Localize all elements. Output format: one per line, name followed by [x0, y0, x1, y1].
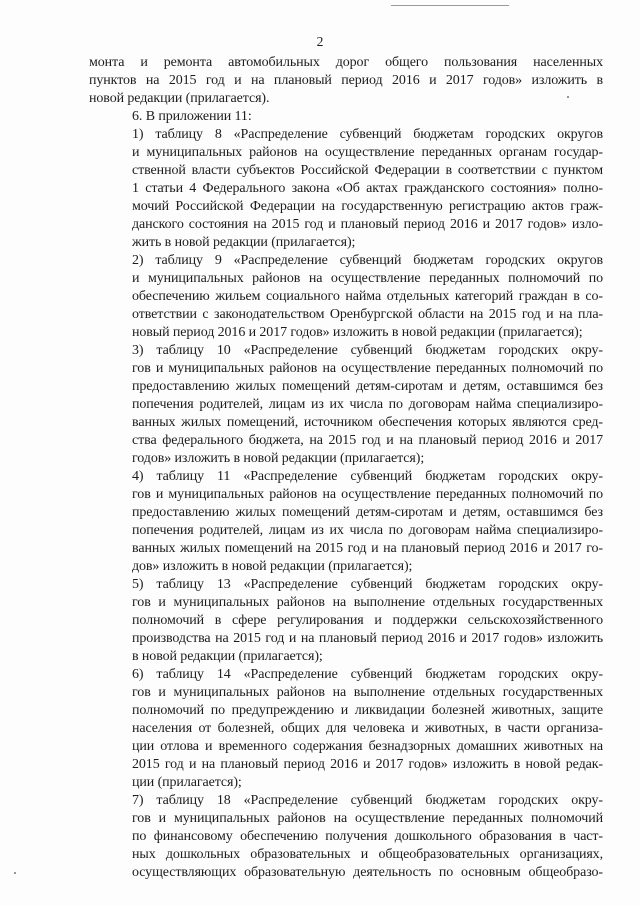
- text-line: 6) таблицу 14 «Распределение субвенций бюджетам городских окру-: [132, 667, 603, 682]
- paragraph-table-11: [89, 468, 603, 576]
- text-line: предоставлению жилых помещений детям-сиротам и детям, оставшимся без: [132, 379, 603, 394]
- text-line: производства на 2015 год и на плановый период 2016 и 2017 годов» изложить: [132, 631, 603, 646]
- text-line: 2) таблицу 9 «Распределение субвенций бюджетам городских округов: [132, 253, 603, 268]
- text-line: ных дошкольных образовательных и общеобразовательных организациях,: [132, 847, 603, 862]
- text-line: гов и муниципальных районов на выполнение отдельных государственных: [132, 595, 603, 610]
- text-line: полномочий в сфере регулирования и поддержки сельскохозяйственного: [132, 613, 603, 628]
- paragraph-table-8: [89, 126, 603, 252]
- paragraph-table-18: [89, 792, 603, 882]
- paragraph-table-9: [89, 252, 603, 342]
- paragraph-item-6: [89, 108, 603, 126]
- text-line: ответствии с законодательством Оренбургской области на 2015 год и на пла-: [132, 307, 603, 322]
- text-line: новой редакции (прилагается).: [89, 91, 270, 106]
- text-line: попечения родителей, лицам из их числа по договорам найма специализиро-: [132, 523, 603, 538]
- text-line: 5) таблицу 13 «Распределение субвенций бюджетам городских окру-: [132, 577, 603, 592]
- page-number: 2: [316, 34, 324, 49]
- text-line: 3) таблицу 10 «Распределение субвенций бюджетам городских окру-: [132, 343, 603, 358]
- text-line: 1 статьи 4 Федерального закона «Об актах гражданского состояния» полно-: [132, 181, 603, 196]
- text-line: монта и ремонта автомобильных дорог общего пользования населенных: [89, 55, 603, 70]
- paragraph-continuation: [89, 54, 603, 108]
- paragraph-table-13: [89, 576, 603, 666]
- text-line: ванных жилых помещений, источником обеспечения которых являются сред-: [132, 415, 603, 430]
- text-line: годов» изложить в новой редакции (прилагается);: [132, 451, 425, 466]
- text-line: гов и муниципальных районов на осуществление переданных полномочий по: [132, 487, 603, 502]
- text-line: гов и муниципальных районов на выполнение отдельных государственных: [132, 685, 603, 700]
- text-line: 1) таблицу 8 «Распределение субвенций бюджетам городских округов: [132, 127, 603, 142]
- text-line: по финансовому обеспечению получения дошкольного образования в част-: [132, 829, 603, 844]
- text-line: дов» изложить в новой редакции (прилагается);: [132, 559, 413, 574]
- text-line: и муниципальных районов на осуществление переданных полномочий по: [132, 271, 603, 286]
- text-line: 6. В приложении 11:: [132, 109, 252, 124]
- text-line: обеспечению жильем социального найма отдельных категорий граждан в со-: [132, 289, 603, 304]
- text-line: гов и муниципальных районов на осуществление переданных полномочий: [132, 811, 603, 826]
- text-line: и муниципальных районов на осуществление переданных органам государ-: [132, 145, 603, 160]
- text-line: ства федерального бюджета, на 2015 год и на плановый период 2016 и 2017: [132, 433, 603, 448]
- text-line: ственной власти субъектов Российской Федерации в соответствии с пунктом: [132, 163, 603, 178]
- paragraph-table-14: [89, 666, 603, 792]
- text-line: ванных жилых помещений на 2015 год и на плановый период 2016 и 2017 го-: [132, 541, 603, 556]
- text-line: в новой редакции (прилагается);: [132, 649, 323, 664]
- text-line: данского состояния на 2015 год и плановый период 2016 и 2017 годов» изло-: [132, 217, 603, 232]
- top-edge-line: [391, 5, 509, 6]
- scan-speck: [14, 872, 16, 874]
- paragraph-table-10: [89, 342, 603, 468]
- text-line: предоставлению жилых помещений детям-сиротам и детям, оставшимся без: [132, 505, 603, 520]
- text-line: 4) таблицу 11 «Распределение субвенций бюджетам городских окру-: [132, 469, 603, 484]
- text-line: 7) таблицу 18 «Распределение субвенций бюджетам городских окру-: [132, 793, 603, 808]
- text-line: жить в новой редакции (прилагается);: [132, 235, 356, 250]
- text-line: населения от болезней, общих для человека и животных, в части организа-: [132, 721, 603, 736]
- text-line: полномочий по предупреждению и ликвидации болезней животных, защите: [132, 703, 603, 718]
- text-line: 2015 год и на плановый период 2016 и 2017 годов» изложить в новой редак-: [132, 757, 603, 772]
- text-line: гов и муниципальных районов на осуществление переданных полномочий по: [132, 361, 603, 376]
- document-body: [89, 54, 603, 882]
- text-line: осуществляющих образовательную деятельность по основным общеобразо-: [132, 865, 603, 880]
- scan-speck: [567, 96, 569, 98]
- text-line: попечения родителей, лицам из их числа по договорам найма специализиро-: [132, 397, 603, 412]
- text-line: ции отлова и временного содержания безнадзорных домашних животных на: [132, 739, 603, 754]
- text-line: ции (прилагается);: [132, 775, 242, 790]
- text-line: мочий Российской Федерации на государственную регистрацию актов граж-: [132, 199, 603, 214]
- text-line: пунктов на 2015 год и на плановый период 2016 и 2017 годов» изложить в: [89, 73, 603, 88]
- text-line: новый период 2016 и 2017 годов» изложить в новой редакции (прилагается);: [132, 325, 583, 340]
